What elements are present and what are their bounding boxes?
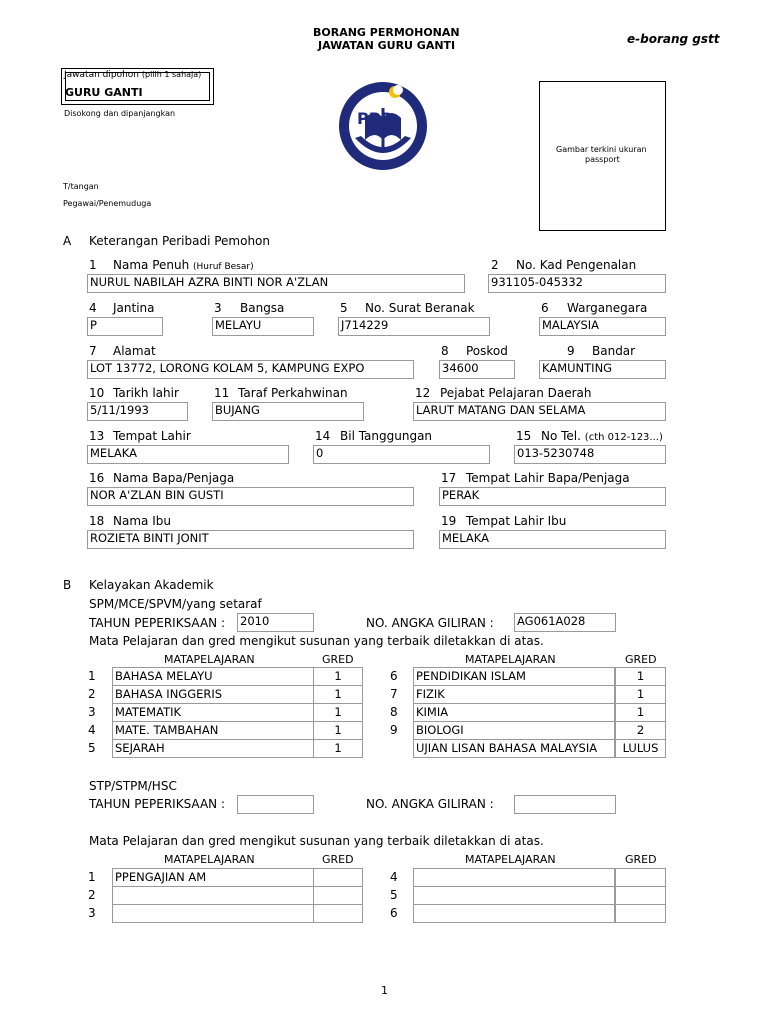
field-1-num: 1 xyxy=(89,258,97,272)
field-16-label: Nama Bapa/Penjaga xyxy=(113,471,235,485)
field-5-label: No. Surat Beranak xyxy=(365,301,475,315)
field-5-num: 5 xyxy=(340,301,348,315)
stpm-instruction: Mata Pelajaran dan gred mengikut susunan yang terbaik diletakkan di atas. xyxy=(89,834,544,848)
stpm-left-grade-cell[interactable] xyxy=(313,868,363,887)
signature-label: T/tangan xyxy=(63,182,99,191)
mother-name-field[interactable]: ROZIETA BINTI JONIT xyxy=(87,530,414,549)
stpm-left-row-num: 3 xyxy=(88,906,96,920)
phone-field[interactable]: 013-5230748 xyxy=(514,445,666,464)
field-10-num: 10 xyxy=(89,386,105,400)
stpm-right-row-num: 4 xyxy=(390,870,398,884)
spm-left-subject-cell[interactable]: MATE. TAMBAHAN xyxy=(112,721,314,740)
photo-caption-line1: Gambar terkini ukuran xyxy=(556,145,647,154)
field-18-num: 18 xyxy=(89,514,105,528)
field-11-label: Taraf Perkahwinan xyxy=(238,386,348,400)
section-b-letter: B xyxy=(63,578,72,592)
spm-left-grade-header: GRED xyxy=(322,653,354,666)
spm-left-row-num: 5 xyxy=(88,741,96,755)
form-title-line2: JAWATAN GURU GANTI xyxy=(318,39,456,52)
spm-left-grade-cell[interactable]: 1 xyxy=(313,739,363,758)
spm-right-subject-cell[interactable]: PENDIDIKAN ISLAM xyxy=(413,667,615,686)
field-15-hint: (cth 012-123...) xyxy=(584,432,663,443)
spm-index-field[interactable]: AG061A028 xyxy=(514,613,616,632)
spm-right-grade-cell[interactable]: 1 xyxy=(615,685,666,704)
birth-date-field[interactable]: 5/11/1993 xyxy=(87,402,188,421)
stpm-right-subject-header: MATAPELAJARAN xyxy=(465,853,556,866)
stpm-left-row-num: 2 xyxy=(88,888,96,902)
section-a-title: Keterangan Peribadi Pemohon xyxy=(89,234,270,248)
ppd-logo xyxy=(335,78,431,174)
field-1-hint: (Huruf Besar) xyxy=(193,262,254,272)
field-17-label: Tempat Lahir Bapa/Penjaga xyxy=(466,471,630,485)
stpm-left-row-num: 1 xyxy=(88,870,96,884)
stpm-left-subject-cell[interactable] xyxy=(112,904,314,923)
field-9-label: Bandar xyxy=(592,344,636,358)
field-3-num: 3 xyxy=(214,301,222,315)
stpm-right-subject-cell[interactable] xyxy=(413,868,615,887)
field-2-label: No. Kad Pengenalan xyxy=(516,258,637,272)
stpm-right-grade-cell[interactable] xyxy=(615,886,666,905)
spm-right-grade-cell[interactable]: LULUS xyxy=(615,739,666,758)
photo-caption-line2: passport xyxy=(585,155,620,164)
father-name-field[interactable]: NOR A'ZLAN BIN GUSTI xyxy=(87,487,414,506)
spm-index-label: NO. ANGKA GILIRAN : xyxy=(366,616,494,630)
field-15-num: 15 xyxy=(516,429,532,443)
field-2-num: 2 xyxy=(491,258,499,272)
stpm-right-grade-cell[interactable] xyxy=(615,868,666,887)
spm-right-grade-cell[interactable]: 1 xyxy=(615,667,666,686)
spm-year-field[interactable]: 2010 xyxy=(237,613,314,632)
address-field[interactable]: LOT 13772, LORONG KOLAM 5, KAMPUNG EXPO xyxy=(87,360,414,379)
form-title-line1: BORANG PERMOHONAN xyxy=(313,26,460,39)
spm-right-subject-cell[interactable]: KIMIA xyxy=(413,703,615,722)
field-4-label: Jantina xyxy=(113,301,155,315)
field-19-label: Tempat Lahir Ibu xyxy=(466,514,567,528)
spm-right-subject-cell[interactable]: FIZIK xyxy=(413,685,615,704)
field-14-label: Bil Tanggungan xyxy=(340,429,433,443)
ic-number-field[interactable]: 931105-045332 xyxy=(488,274,666,293)
stpm-right-row-num: 5 xyxy=(390,888,398,902)
svg-text:PPD: PPD xyxy=(357,109,394,128)
spm-left-row-num: 2 xyxy=(88,687,96,701)
field-13-label: Tempat Lahir xyxy=(113,429,191,443)
endorsement-label: Disokong dan dipanjangkan xyxy=(64,109,176,118)
field-8-num: 8 xyxy=(441,344,449,358)
spm-right-subject-cell[interactable]: UJIAN LISAN BAHASA MALAYSIA xyxy=(413,739,615,758)
stpm-left-subject-header: MATAPELAJARAN xyxy=(164,853,255,866)
field-1-label: Nama Penuh xyxy=(113,258,190,272)
field-18-label: Nama Ibu xyxy=(113,514,171,528)
field-10-label: Tarikh lahir xyxy=(113,386,179,400)
section-b-title: Kelayakan Akademik xyxy=(89,578,214,592)
stpm-year-label: TAHUN PEPERIKSAAN : xyxy=(89,797,226,811)
section-a-letter: A xyxy=(63,234,72,248)
spm-left-subject-cell[interactable]: MATEMATIK xyxy=(112,703,314,722)
spm-left-grade-cell[interactable]: 1 xyxy=(313,667,363,686)
spm-left-subject-cell[interactable]: SEJARAH xyxy=(112,739,314,758)
field-17-num: 17 xyxy=(441,471,457,485)
stpm-year-field[interactable] xyxy=(237,795,314,814)
field-9-num: 9 xyxy=(567,344,575,358)
stpm-index-label: NO. ANGKA GILIRAN : xyxy=(366,797,494,811)
field-8-label: Poskod xyxy=(466,344,508,358)
spm-right-subject-header: MATAPELAJARAN xyxy=(465,653,556,666)
stpm-right-subject-cell[interactable] xyxy=(413,904,615,923)
field-19-num: 19 xyxy=(441,514,457,528)
field-14-num: 14 xyxy=(315,429,331,443)
birth-place-field[interactable]: MELAKA xyxy=(87,445,289,464)
field-7-label: Alamat xyxy=(113,344,156,358)
stpm-left-grade-header: GRED xyxy=(322,853,354,866)
spm-left-subject-header: MATAPELAJARAN xyxy=(164,653,255,666)
position-label: Jawatan dipohon xyxy=(64,70,140,80)
stpm-left-subject-cell[interactable]: PPENGAJIAN AM xyxy=(112,868,314,887)
stpm-right-grade-cell[interactable] xyxy=(615,904,666,923)
city-field[interactable]: KAMUNTING xyxy=(539,360,666,379)
spm-left-row-num: 1 xyxy=(88,669,96,683)
spm-right-grade-cell[interactable]: 1 xyxy=(615,703,666,722)
form-code: e-borang gstt xyxy=(627,32,720,46)
full-name-field[interactable]: NURUL NABILAH AZRA BINTI NOR A'ZLAN xyxy=(87,274,465,293)
position-value[interactable]: GURU GANTI xyxy=(65,86,143,99)
spm-right-row-num: 7 xyxy=(390,687,398,701)
spm-left-row-num: 3 xyxy=(88,705,96,719)
spm-right-grade-cell[interactable]: 2 xyxy=(615,721,666,740)
gender-field[interactable]: P xyxy=(87,317,163,336)
race-field[interactable]: MELAYU xyxy=(212,317,314,336)
marital-status-field[interactable]: BUJANG xyxy=(212,402,364,421)
district-office-field[interactable]: LARUT MATANG DAN SELAMA xyxy=(413,402,666,421)
field-12-num: 12 xyxy=(415,386,431,400)
stpm-left-grade-cell[interactable] xyxy=(313,904,363,923)
spm-year-label: TAHUN PEPERIKSAAN : xyxy=(89,616,226,630)
spm-right-grade-header: GRED xyxy=(625,653,657,666)
stpm-right-grade-header: GRED xyxy=(625,853,657,866)
field-6-num: 6 xyxy=(541,301,549,315)
stpm-left-subject-cell[interactable] xyxy=(112,886,314,905)
page-number: 1 xyxy=(381,984,388,997)
field-4-num: 4 xyxy=(89,301,97,315)
position-hint: (pilih 1 sahaja) xyxy=(141,70,202,79)
spm-left-subject-cell[interactable]: BAHASA MELAYU xyxy=(112,667,314,686)
birth-cert-field[interactable]: J714229 xyxy=(338,317,490,336)
spm-heading: SPM/MCE/SPVM/yang setaraf xyxy=(89,597,262,611)
dependents-field[interactable]: 0 xyxy=(313,445,490,464)
spm-left-subject-cell[interactable]: BAHASA INGGERIS xyxy=(112,685,314,704)
spm-left-grade-cell[interactable]: 1 xyxy=(313,703,363,722)
spm-right-subject-cell[interactable]: BIOLOGI xyxy=(413,721,615,740)
spm-left-grade-cell[interactable]: 1 xyxy=(313,721,363,740)
field-7-num: 7 xyxy=(89,344,97,358)
spm-right-row-num: 6 xyxy=(390,669,398,683)
spm-instruction: Mata Pelajaran dan gred mengikut susunan yang terbaik diletakkan di atas. xyxy=(89,634,544,648)
mother-birthplace-field[interactable]: MELAKA xyxy=(439,530,666,549)
stpm-right-row-num: 6 xyxy=(390,906,398,920)
spm-left-row-num: 4 xyxy=(88,723,96,737)
position-box xyxy=(61,68,214,105)
citizenship-field[interactable]: MALAYSIA xyxy=(539,317,666,336)
field-11-num: 11 xyxy=(214,386,230,400)
field-3-label: Bangsa xyxy=(240,301,285,315)
stpm-index-field[interactable] xyxy=(514,795,616,814)
spm-right-row-num: 9 xyxy=(390,723,398,737)
field-16-num: 16 xyxy=(89,471,105,485)
postcode-field[interactable]: 34600 xyxy=(439,360,515,379)
stpm-left-grade-cell[interactable] xyxy=(313,886,363,905)
stpm-right-subject-cell[interactable] xyxy=(413,886,615,905)
spm-left-grade-cell[interactable]: 1 xyxy=(313,685,363,704)
stpm-heading: STP/STPM/HSC xyxy=(89,779,177,793)
interviewer-label: Pegawai/Penemuduga xyxy=(63,199,152,208)
field-12-label: Pejabat Pelajaran Daerah xyxy=(440,386,592,400)
field-13-num: 13 xyxy=(89,429,105,443)
field-15-label: No Tel. xyxy=(541,429,581,443)
field-6-label: Warganegara xyxy=(567,301,648,315)
father-birthplace-field[interactable]: PERAK xyxy=(439,487,666,506)
photo-box[interactable] xyxy=(539,81,666,231)
spm-right-row-num: 8 xyxy=(390,705,398,719)
